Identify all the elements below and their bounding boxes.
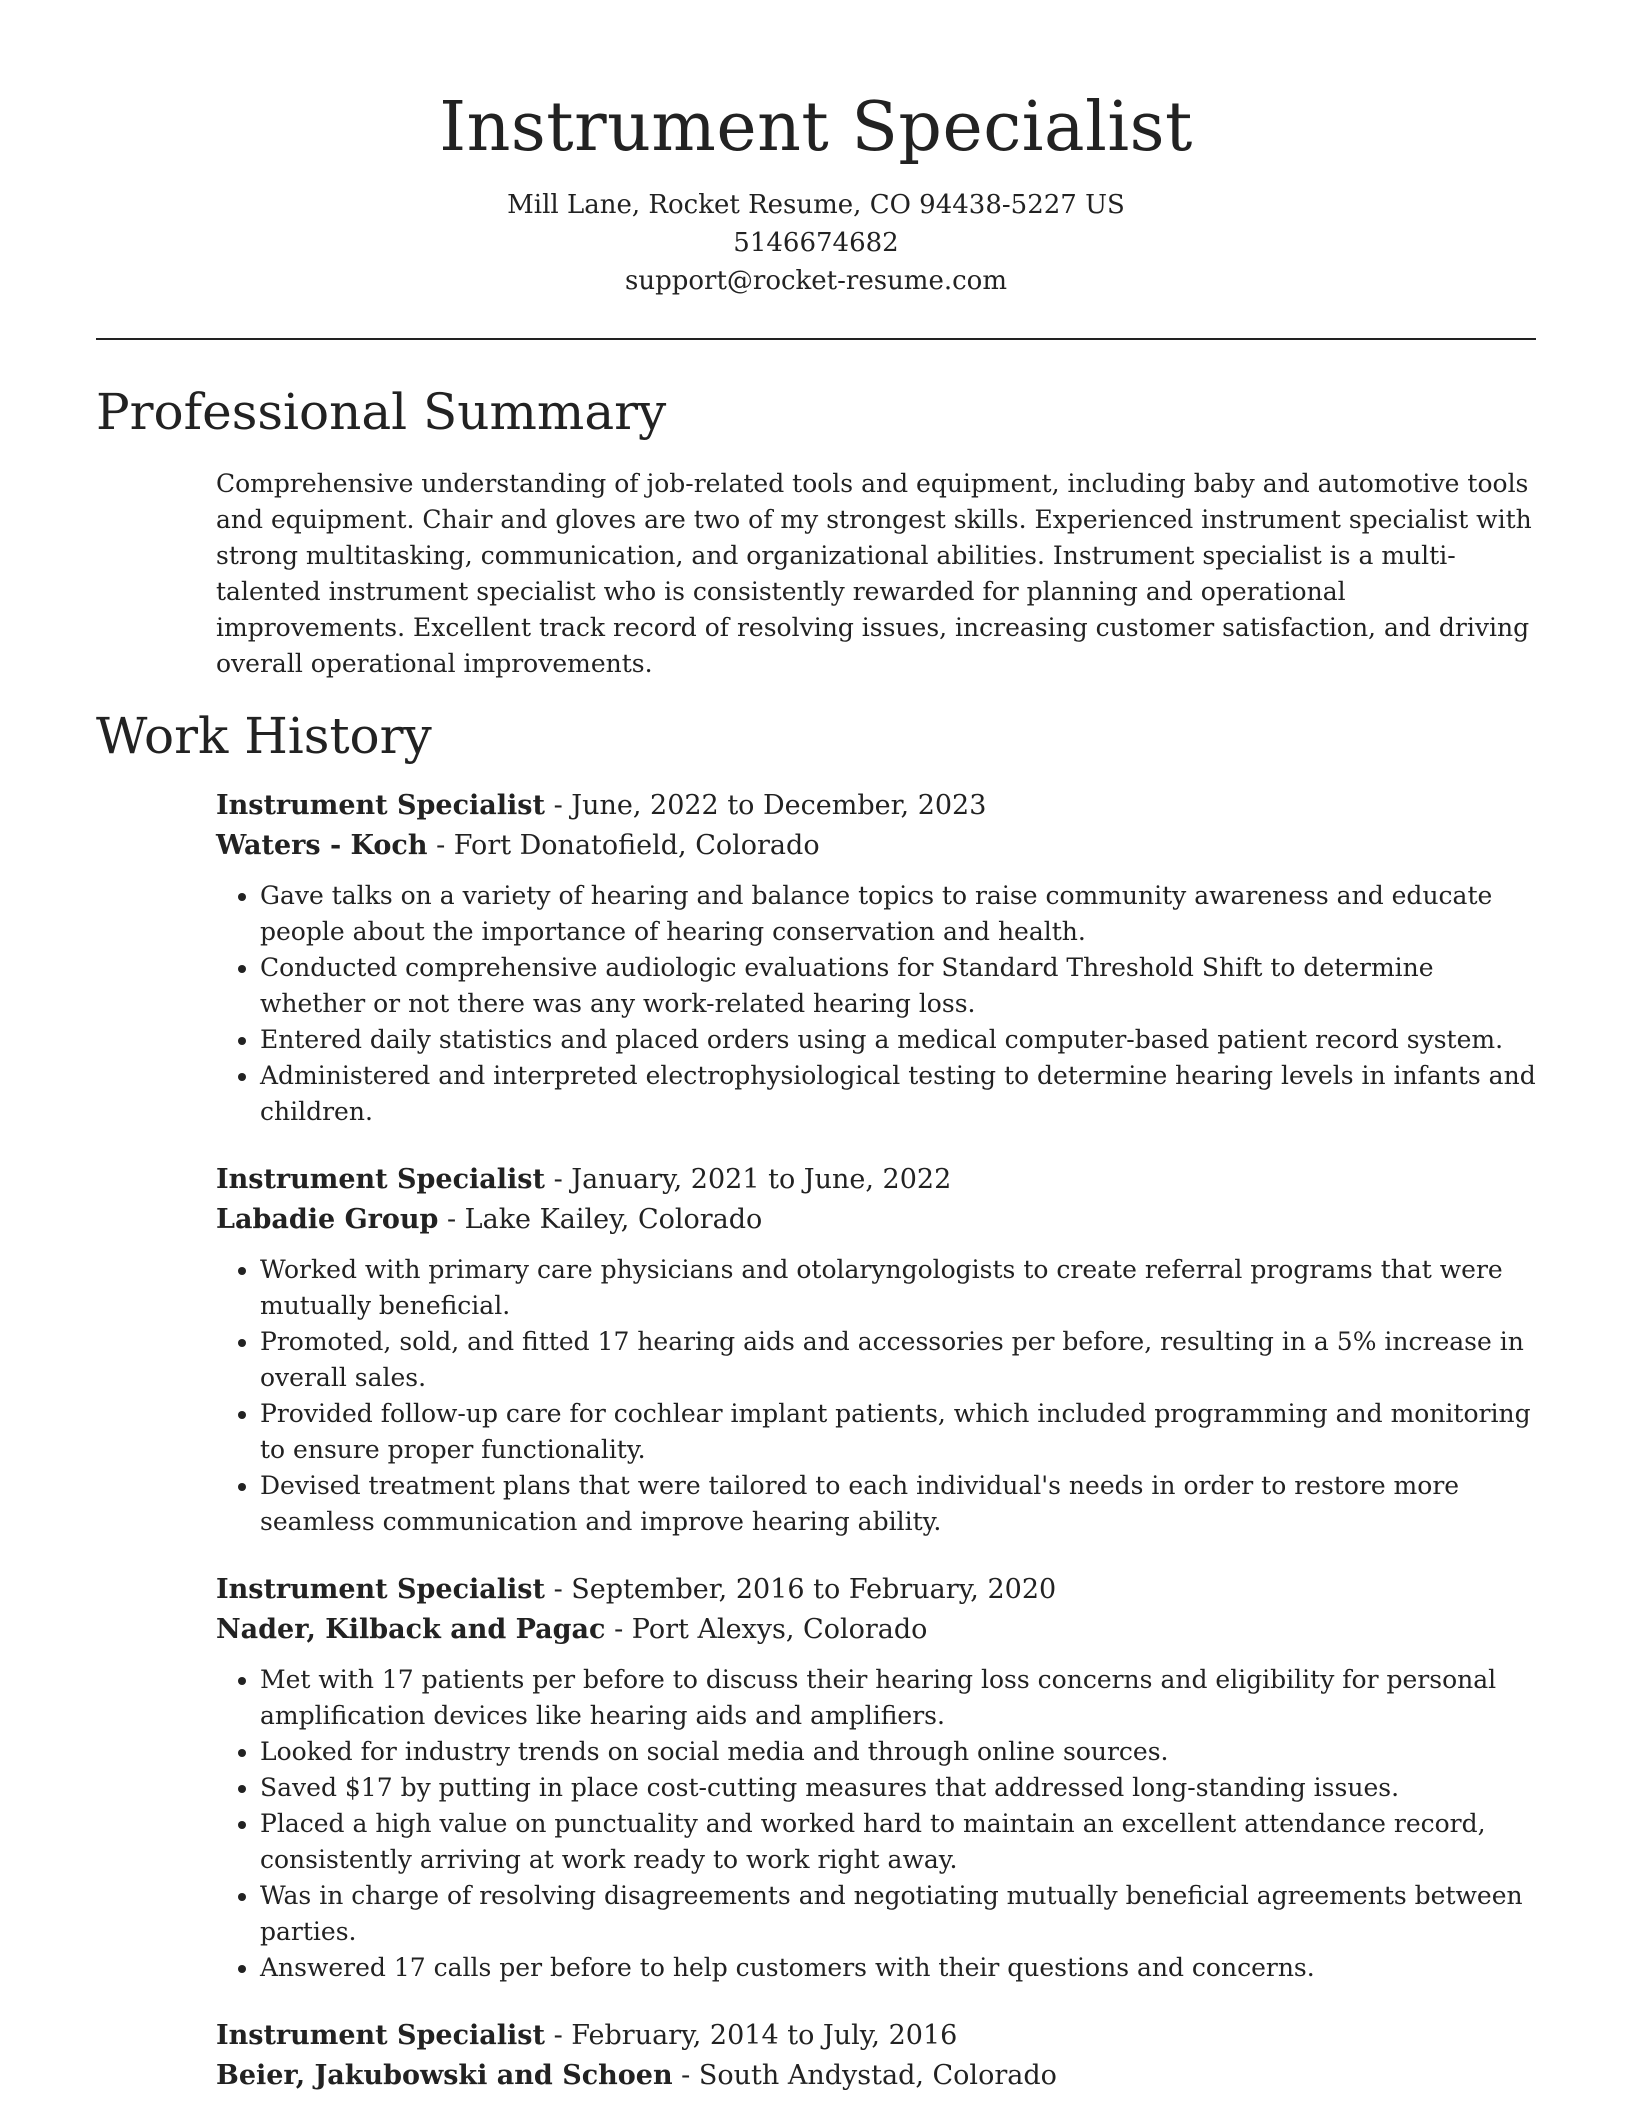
job-bullets <box>216 1252 1536 1540</box>
job-bullet: • Worked with primary care physicians and otolaryngologists to create referral programs that were mutually beneficial. <box>260 1252 1536 1324</box>
job-title-line <box>216 2016 1536 2056</box>
job-dates: - January, 2021 to June, 2022 <box>544 1164 952 1195</box>
job-title-line <box>216 1160 1536 1200</box>
job-company: Waters - Koch <box>216 830 428 861</box>
header-divider <box>96 338 1536 340</box>
job-entry <box>216 786 1536 1130</box>
job-entry <box>216 1160 1536 1540</box>
job-bullet: • Placed a high value on punctuality and worked hard to maintain an excellent attendance record, consistently arriving at work ready to work right away. <box>260 1806 1536 1878</box>
candidate-name: Instrument Specialist <box>439 88 1193 167</box>
job-bullet: • Gave talks on a variety of hearing and balance topics to raise community awareness and educate people about the importance of hearing conservation and health. <box>260 878 1536 950</box>
job-company-line <box>216 1610 1536 1650</box>
summary-text: Comprehensive understanding of job-related tools and equipment, including baby and automotive tools and equipment. Chair and gloves are two of my strongest skills. Experienced instrument specialist with strong multitasking, communication, and organizational abilities. Instrument specialist is a multi-talented instrument specialist who is consistently rewarded for planning and operational improvements. Excellent track record of resolving issues, increasing customer satisfaction, and driving overall operational improvements. <box>216 469 1532 678</box>
job-company-line <box>216 826 1536 866</box>
contact-info <box>96 186 1536 300</box>
job-bullet: • Conducted comprehensive audiologic evaluations for Standard Threshold Shift to determine whether or not there was any work-related hearing loss. <box>260 950 1536 1022</box>
email: support@rocket-resume.com <box>624 266 1007 296</box>
job-location: - South Andystad, Colorado <box>672 2060 1057 2091</box>
job-entry <box>216 2016 1536 2096</box>
job-bullet: • Devised treatment plans that were tailored to each individual's needs in order to restore more seamless communication and improve hearing ability. <box>260 1468 1536 1540</box>
job-bullet: • Met with 17 patients per before to discuss their hearing loss concerns and eligibility for personal amplification devices like hearing aids and amplifiers. <box>260 1662 1536 1734</box>
summary-section <box>96 380 1536 682</box>
phone: 5146674682 <box>733 228 899 258</box>
address: Mill Lane, Rocket Resume, CO 94438-5227 US <box>507 190 1125 220</box>
job-bullet: • Was in charge of resolving disagreements and negotiating mutually beneficial agreements between parties. <box>260 1878 1536 1950</box>
job-company-line <box>216 2056 1536 2096</box>
job-title-line <box>216 786 1536 826</box>
job-bullet: • Entered daily statistics and placed orders using a medical computer-based patient record system. <box>260 1022 1536 1058</box>
job-bullet: • Saved $17 by putting in place cost-cutting measures that addressed long-standing issues. <box>260 1770 1536 1806</box>
summary-title: Professional Summary <box>96 383 667 441</box>
job-company: Beier, Jakubowski and Schoen <box>216 2060 673 2091</box>
job-bullet: • Administered and interpreted electrophysiological testing to determine hearing levels in infants and children. <box>260 1058 1536 1130</box>
job-company: Nader, Kilback and Pagac <box>216 1614 606 1645</box>
job-company-line <box>216 1200 1536 1240</box>
job-role: Instrument Specialist <box>216 2020 545 2051</box>
job-location: - Lake Kailey, Colorado <box>438 1204 763 1235</box>
job-bullet: • Provided follow-up care for cochlear implant patients, which included programming and monitoring to ensure proper functionality. <box>260 1396 1536 1468</box>
job-entry <box>216 1570 1536 1986</box>
job-dates: - September, 2016 to February, 2020 <box>544 1574 1057 1605</box>
job-location: - Port Alexys, Colorado <box>605 1614 928 1645</box>
job-role: Instrument Specialist <box>216 1574 545 1605</box>
job-bullet: • Answered 17 calls per before to help customers with their questions and concerns. <box>260 1950 1536 1986</box>
job-bullet: • Promoted, sold, and fitted 17 hearing aids and accessories per before, resulting in a 5% increase in overall sales. <box>260 1324 1536 1396</box>
job-title-line <box>216 1570 1536 1610</box>
job-role: Instrument Specialist <box>216 1164 545 1195</box>
job-bullets <box>216 1662 1536 1986</box>
job-role: Instrument Specialist <box>216 790 545 821</box>
work-history-section <box>96 704 1536 2096</box>
job-company: Labadie Group <box>216 1204 439 1235</box>
job-dates: - June, 2022 to December, 2023 <box>544 790 987 821</box>
job-bullet: • Looked for industry trends on social media and through online sources. <box>260 1734 1536 1770</box>
job-dates: - February, 2014 to July, 2016 <box>544 2020 958 2051</box>
job-bullets <box>216 878 1536 1130</box>
work-history-title: Work History <box>96 707 432 765</box>
job-location: - Fort Donatofield, Colorado <box>427 830 820 861</box>
resume-header <box>96 0 1536 300</box>
